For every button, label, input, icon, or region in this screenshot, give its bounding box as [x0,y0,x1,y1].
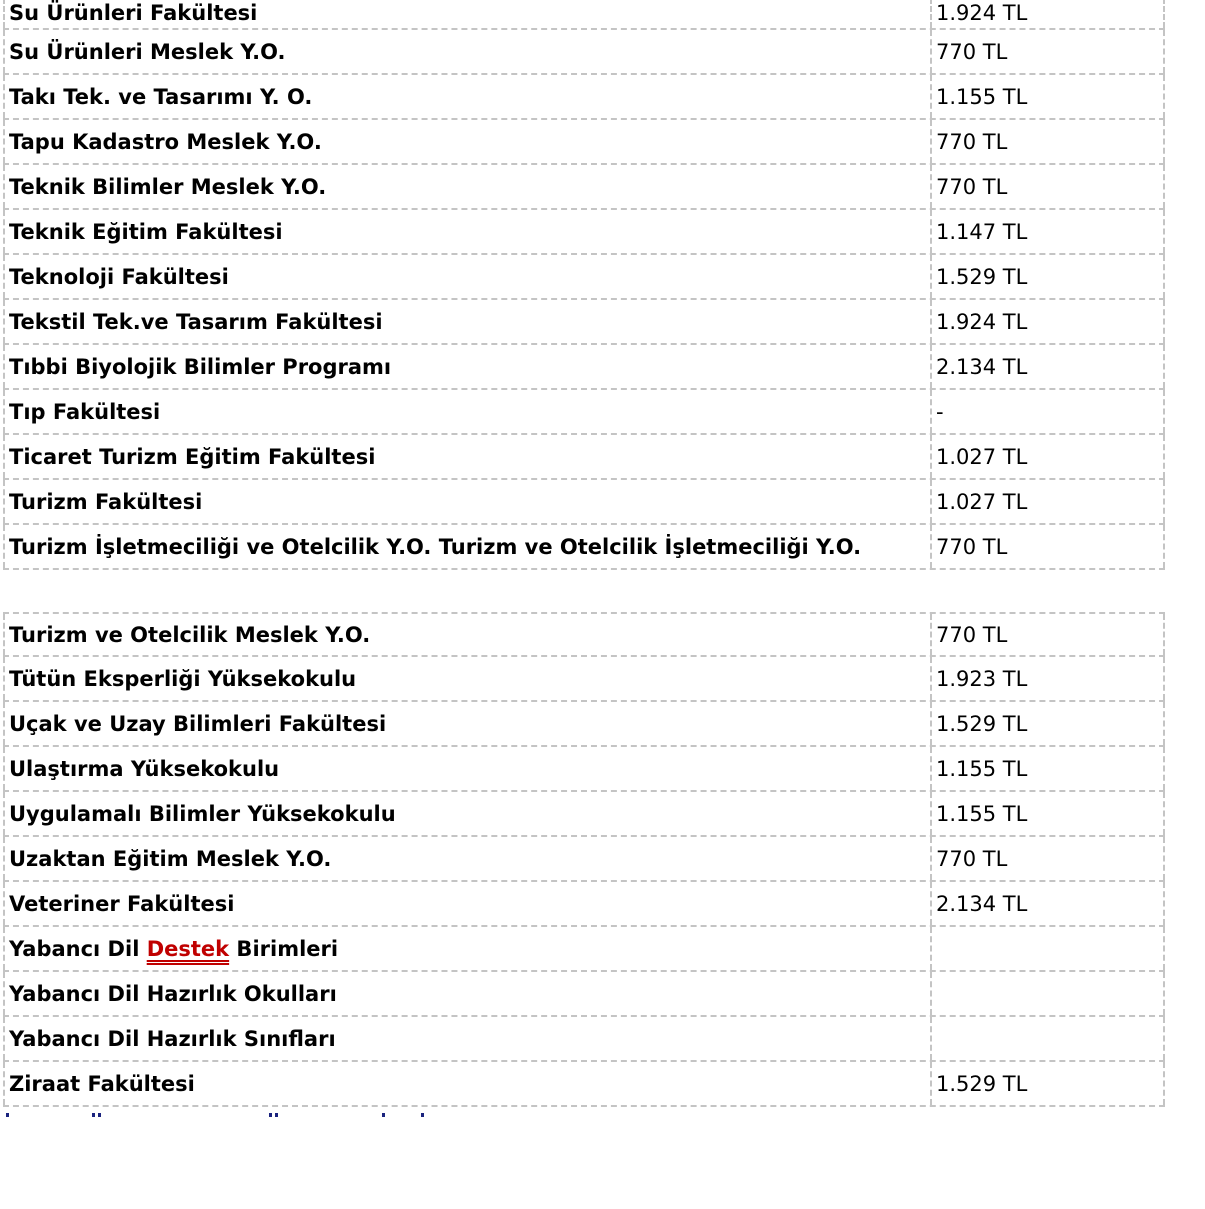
unit-name-cell: Teknoloji Fakültesi [3,255,932,298]
unit-name-cell: Tütün Eksperliği Yüksekokulu [3,657,932,700]
table-row [3,882,1165,927]
fee-cell: 1.529 TL [932,255,1165,298]
table-row [3,1017,1165,1062]
fee-cell: 770 TL [932,614,1165,655]
fee-cell: 770 TL [932,120,1165,163]
table-row [3,210,1165,255]
cut-off-text-remnant [6,1113,436,1119]
unit-name-cell: Uzaktan Eğitim Meslek Y.O. [3,837,932,880]
fee-cell [932,927,1165,970]
fee-cell: 770 TL [932,30,1165,73]
unit-name-cell: Tıp Fakültesi [3,390,932,433]
table-row [3,345,1165,390]
table-row [3,1062,1165,1107]
fee-cell: 770 TL [932,165,1165,208]
table-row [3,30,1165,75]
fee-cell: 1.529 TL [932,1062,1165,1105]
table-row [3,75,1165,120]
unit-name-cell: Turizm İşletmeciliği ve Otelcilik Y.O. Turizm ve Otelcilik İşletmeciliği Y.O. [3,525,932,568]
unit-name-cell: Su Ürünleri Meslek Y.O. [3,30,932,73]
fee-cell: 770 TL [932,525,1165,568]
name-part: Birimleri [229,936,339,961]
table-row [3,612,1165,657]
destek-link[interactable]: Destek [146,936,230,961]
table-row [3,525,1165,570]
fee-table-part-2 [3,612,1165,1107]
unit-name-cell: Uygulamalı Bilimler Yüksekokulu [3,792,932,835]
fee-cell: 1.924 TL [932,0,1165,28]
unit-name-cell [3,927,932,970]
unit-name-cell: Tapu Kadastro Meslek Y.O. [3,120,932,163]
unit-name-cell: Turizm Fakültesi [3,480,932,523]
table-row [3,0,1165,30]
unit-name-cell: Ziraat Fakültesi [3,1062,932,1105]
table-row [3,792,1165,837]
fee-cell: 1.923 TL [932,657,1165,700]
table-row [3,435,1165,480]
table-row [3,390,1165,435]
unit-name-cell: Yabancı Dil Hazırlık Sınıfları [3,1017,932,1060]
fee-cell: 2.134 TL [932,345,1165,388]
table-row [3,255,1165,300]
fee-cell: 1.027 TL [932,435,1165,478]
table-row [3,747,1165,792]
table-row [3,837,1165,882]
table-row [3,972,1165,1017]
unit-name-cell: Tıbbi Biyolojik Bilimler Programı [3,345,932,388]
unit-name-cell: Teknik Eğitim Fakültesi [3,210,932,253]
fee-cell: - [932,390,1165,433]
fee-cell: 1.155 TL [932,75,1165,118]
unit-name-cell: Yabancı Dil Hazırlık Okulları [3,972,932,1015]
table-row [3,657,1165,702]
fee-cell: 1.027 TL [932,480,1165,523]
fee-cell: 1.155 TL [932,747,1165,790]
unit-name-cell: Tekstil Tek.ve Tasarım Fakültesi [3,300,932,343]
table-row [3,165,1165,210]
fee-cell [932,1017,1165,1060]
unit-name-cell: Su Ürünleri Fakültesi [3,0,932,28]
unit-name-cell: Ulaştırma Yüksekokulu [3,747,932,790]
unit-name-cell: Uçak ve Uzay Bilimleri Fakültesi [3,702,932,745]
fee-cell [932,972,1165,1015]
unit-name-cell: Turizm ve Otelcilik Meslek Y.O. [3,614,932,655]
unit-name-cell: Ticaret Turizm Eğitim Fakültesi [3,435,932,478]
fee-table-part-1 [3,0,1165,570]
unit-name-cell: Takı Tek. ve Tasarımı Y. O. [3,75,932,118]
fee-cell: 1.924 TL [932,300,1165,343]
table-row [3,480,1165,525]
fee-cell: 2.134 TL [932,882,1165,925]
unit-name-cell: Teknik Bilimler Meslek Y.O. [3,165,932,208]
table-row [3,702,1165,747]
fee-cell: 1.155 TL [932,792,1165,835]
fee-cell: 1.529 TL [932,702,1165,745]
table-row [3,300,1165,345]
fee-cell: 1.147 TL [932,210,1165,253]
fee-cell: 770 TL [932,837,1165,880]
table-row [3,927,1165,972]
table-row [3,120,1165,165]
unit-name-cell: Veteriner Fakültesi [3,882,932,925]
name-part: Yabancı Dil [9,936,147,961]
